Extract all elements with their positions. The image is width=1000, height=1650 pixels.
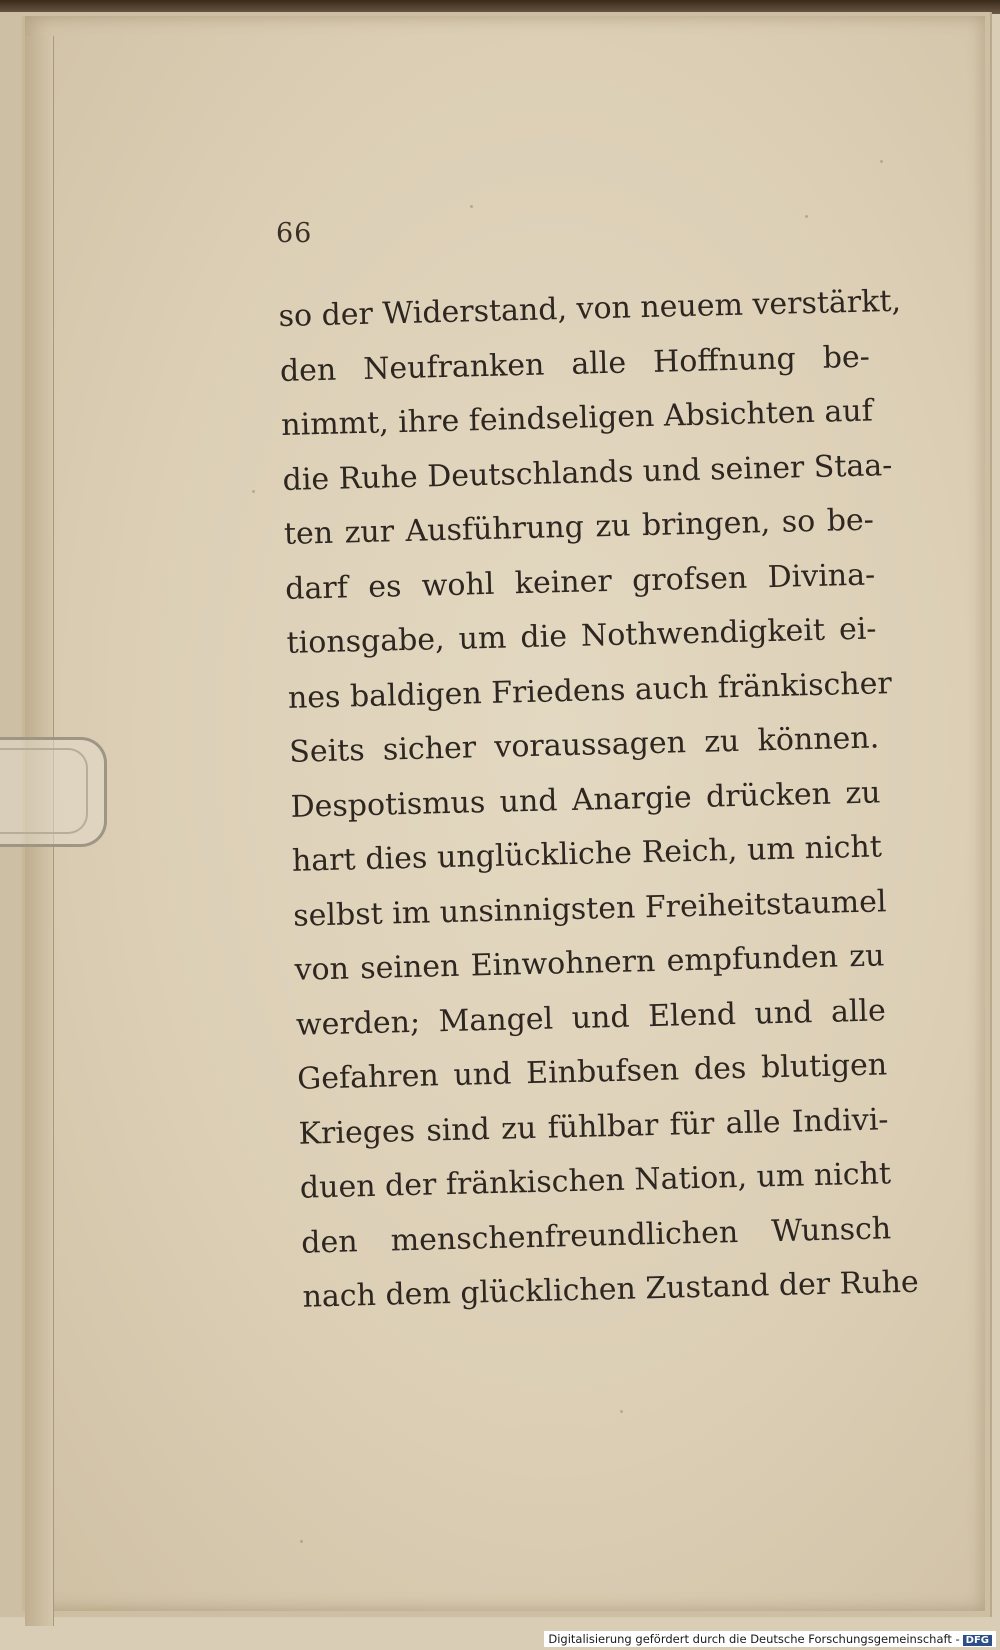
text-line: den Neufranken alle Hoffnung be- [279, 339, 871, 389]
text-line: den menschenfreundlichen Wunsch [300, 1210, 892, 1261]
digitization-credit [544, 1631, 996, 1647]
page-number: 66 [276, 218, 313, 249]
text-line: Despotismus und Anargie drücken zu [290, 774, 881, 825]
body-text [278, 275, 920, 1325]
text-line: darf es wohl keiner grofsen Divina- [284, 557, 876, 607]
text-line: duen der fränkischen Nation, um nicht [299, 1156, 892, 1206]
text-line: nes baldigen Friedens auch fränkischer [287, 665, 893, 716]
paper-speck [252, 490, 255, 493]
text-line: tionsgabe, um die Nothwendigkeit ei- [286, 611, 877, 661]
paper-speck [300, 1540, 303, 1543]
paper-speck [470, 205, 473, 208]
text-line: werden; Mangel und Elend und alle [295, 992, 887, 1043]
text-line: die Ruhe Deutschlands und seiner Staa- [282, 447, 893, 498]
text-line: Seits sicher voraussagen zu können. [288, 720, 880, 770]
text-line: selbst im unsinnigsten Freiheitstaumel [292, 883, 887, 934]
dfg-logo: DFG [963, 1635, 992, 1646]
paper-speck [620, 1410, 623, 1413]
credit-text: Digitalisierung gefördert durch die Deutsche Forschungsgemeinschaft - [548, 1632, 960, 1646]
text-line: ten zur Ausführung zu bringen, so be- [283, 502, 875, 552]
text-line: nach dem glücklichen Zustand der Ruhe [302, 1264, 920, 1315]
text-line: Gefahren und Einbufsen des blutigen [296, 1047, 888, 1097]
paper-speck [805, 215, 808, 218]
text-line: Krieges sind zu fühlbar für alle Indivi- [298, 1101, 889, 1152]
text-line: nimmt, ihre feindseligen Absichten auf [280, 393, 874, 443]
text-line: von seinen Einwohnern empfunden zu [294, 938, 885, 988]
paper-clip-inner [0, 748, 88, 834]
text-line: hart dies unglückliche Reich, um nicht [291, 829, 883, 879]
text-line: so der Widerstand, von neuem verstärkt, [278, 283, 902, 334]
paper-speck [880, 160, 883, 163]
